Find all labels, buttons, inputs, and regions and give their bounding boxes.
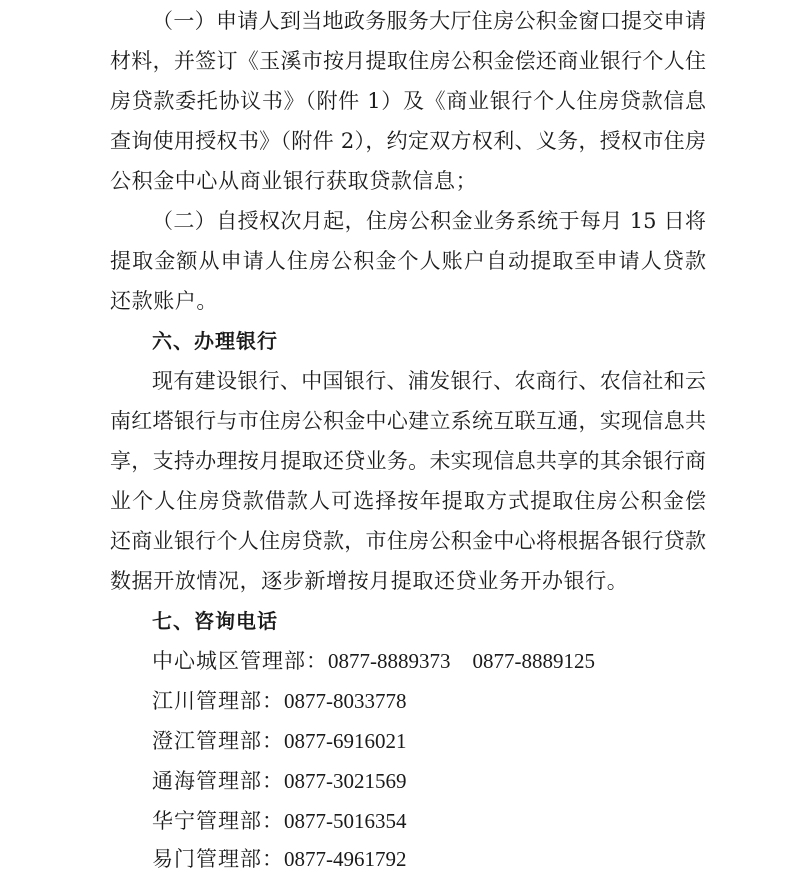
section7-heading: 七、咨询电话 (152, 609, 278, 633)
phone-row-huaning (152, 808, 407, 834)
phone-number: 0877-8889373 (328, 649, 451, 673)
section6-line-2: 南红塔银行与市住房公积金中心建立系统互联互通，实现信息共 (110, 409, 706, 433)
phone-number: 0877-4961792 (284, 847, 407, 871)
item2-line-2: 提取金额从申请人住房公积金个人账户自动提取至申请人贷款 (110, 249, 706, 273)
section6-line-4: 业个人住房贷款借款人可选择按年提取方式提取住房公积金偿 (110, 489, 706, 513)
phone-dept: 江川管理部： (152, 689, 284, 713)
item1-line-4: 查询使用授权书》（附件 2），约定双方权利、义务，授权市住房 (110, 129, 706, 153)
item1-line-1: （一）申请人到当地政务服务大厅住房公积金窗口提交申请 (152, 9, 706, 33)
phone-number: 0877-8889125 (472, 649, 595, 673)
phone-row-jiangchuan (152, 688, 407, 714)
phone-row-chengjiang (152, 728, 407, 754)
item2-line-3: 还款账户。 (110, 289, 218, 313)
phone-number: 0877-3021569 (284, 769, 407, 793)
phone-dept: 易门管理部： (152, 847, 284, 871)
phone-number: 0877-5016354 (284, 809, 407, 833)
phone-row-center (152, 648, 595, 674)
phone-dept: 华宁管理部： (152, 809, 284, 833)
section6-heading: 六、办理银行 (152, 329, 278, 353)
item1-line-3: 房贷款委托协议书》（附件 1）及《商业银行个人住房贷款信息 (110, 89, 706, 113)
phone-number: 0877-8033778 (284, 689, 407, 713)
phone-row-tonghai (152, 768, 407, 794)
item1-line-2: 材料，并签订《玉溪市按月提取住房公积金偿还商业银行个人住 (110, 49, 706, 73)
item2-line-1: （二）自授权次月起，住房公积金业务系统于每月 15 日将 (152, 209, 706, 233)
section6-line-6: 数据开放情况，逐步新增按月提取还贷业务开办银行。 (110, 569, 629, 593)
section6-line-3: 享，支持办理按月提取还贷业务。未实现信息共享的其余银行商 (110, 449, 706, 473)
phone-dept: 通海管理部： (152, 769, 284, 793)
phone-dept: 中心城区管理部： (152, 649, 328, 673)
phone-row-yimen (152, 846, 407, 872)
section6-line-5: 还商业银行个人住房贷款，市住房公积金中心将根据各银行贷款 (110, 529, 706, 553)
section6-line-1: 现有建设银行、中国银行、浦发银行、农商行、农信社和云 (152, 369, 706, 393)
phone-number: 0877-6916021 (284, 729, 407, 753)
item1-line-5: 公积金中心从商业银行获取贷款信息； (110, 169, 478, 193)
phone-dept: 澄江管理部： (152, 729, 284, 753)
